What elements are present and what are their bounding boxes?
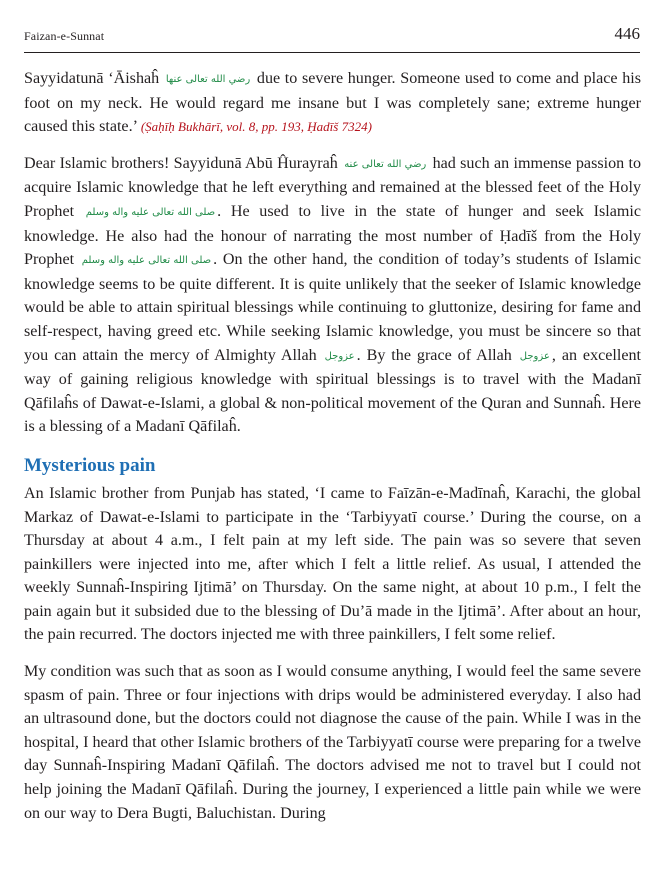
paragraph-gap xyxy=(24,647,641,660)
honorific-radiallahu-anhu: رضي الله تعالى عنه xyxy=(344,158,427,170)
paragraph-1 xyxy=(24,67,641,139)
paragraph-text: Dear Islamic brothers! Sayyidunā Abū Ĥurayraĥ xyxy=(24,154,338,172)
paragraph-2 xyxy=(24,152,641,439)
running-title: Faizan-e-Sunnat xyxy=(24,29,105,43)
body-text xyxy=(24,67,641,825)
paragraph-text: due to severe hunger. Someone used to come and place his foot on my neck. He would regard me insane but I was completely sane; extreme hunger caused this state.’ xyxy=(24,70,641,136)
page-header xyxy=(24,20,640,53)
paragraph-text: . On the other hand, the condition of today’s students of Islamic knowledge seems to be quite different. It is quite unlikely that the seeker of Islamic knowledge would be able to attain spiritual blessings while continuing to gluttonize, desiring for fame and self-respect, having greed etc. While seeking Islamic knowledge, you must be sincere so that you can attain the mercy of Almighty Allah xyxy=(24,251,641,364)
page-number: 446 xyxy=(614,24,640,43)
honorific-radiallahu-anha: رضي الله تعالى عنها xyxy=(165,74,251,85)
paragraph-3: An Islamic brother from Punjab has stated, ‘I came to Faīzān-e-Madīnaĥ, Karachi, the global Markaz of Dawat-e-Islami to participate in the ‘Tarbiyyatī course.’ During the course, on a Thursday at about 4 a.m., I felt pain at my left side. The pain was so severe that seven painkillers were injected into me, after which I felt a little relief. As usual, I attended the weekly Sunnaĥ-Inspiring Ijtimā’ on Thursday. On the same night, at about 10 p.m., I felt the pain again but it subsided due to the blessing of Du’ā made in the Ijtimā’. After about an hour, the pain recurred. The doctors injected me with three painkillers, I felt some relief. xyxy=(24,484,641,644)
paragraph-text: , an excellent way of gaining religious knowledge with spiritual blessings is to travel with the Madanī Qāfilaĥs of Dawat-e-Islami, a global & non-political movement of the Quran and Sunnaĥ. Here is a blessing of a Madanī Qāfilaĥ. xyxy=(24,346,642,436)
paragraph-gap xyxy=(24,139,641,152)
paragraph-text: Sayyidatunā ‘Āishaĥ xyxy=(24,70,160,87)
paragraph-text: . By the grace of Allah xyxy=(356,346,512,364)
paragraph-4: My condition was such that as soon as I would consume anything, I would feel the same severe spasm of pain. Three or four injections with drips would be administered everyday. I also had an ultrasound done, but the doctors could not diagnose the cause of the pain. While I was in the hospital, I heard that other Islamic brothers of the Tarbiyyatī course were preparing for a twelve day Sunnaĥ-Inspiring Madanī Qāfilaĥ. The doctors advised me not to travel but I could not help joining the Madanī Qāfilaĥ. During the journey, I experienced a little pain while we were on our way to Dera Bugti, Baluchistan. During xyxy=(24,663,641,822)
paragraph-text: had such an immense passion to acquire Islamic knowledge that he left everything and remained at the blessed feet of the Holy Prophet xyxy=(24,154,642,220)
honorific-azza-wa-jal: عزوجل xyxy=(324,350,355,362)
section-heading: Mysterious pain xyxy=(24,454,156,476)
paragraph-text: . He used to live in the state of hunger and seek Islamic knowledge. He also had the honour of narrating the most number of Ḥadīš from the Holy Prophet xyxy=(24,202,641,269)
honorific-salawat: صلى الله تعالى عليه واله وسلم xyxy=(85,206,216,218)
hadith-reference: (Ṣaḥīḥ Bukhārī, vol. 8, pp. 193, Ḥadīš 7324) xyxy=(140,119,372,135)
honorific-azza-wa-jal: عزوجل xyxy=(519,350,550,362)
honorific-salawat: صلى الله تعالى عليه واله وسلم xyxy=(81,255,212,267)
